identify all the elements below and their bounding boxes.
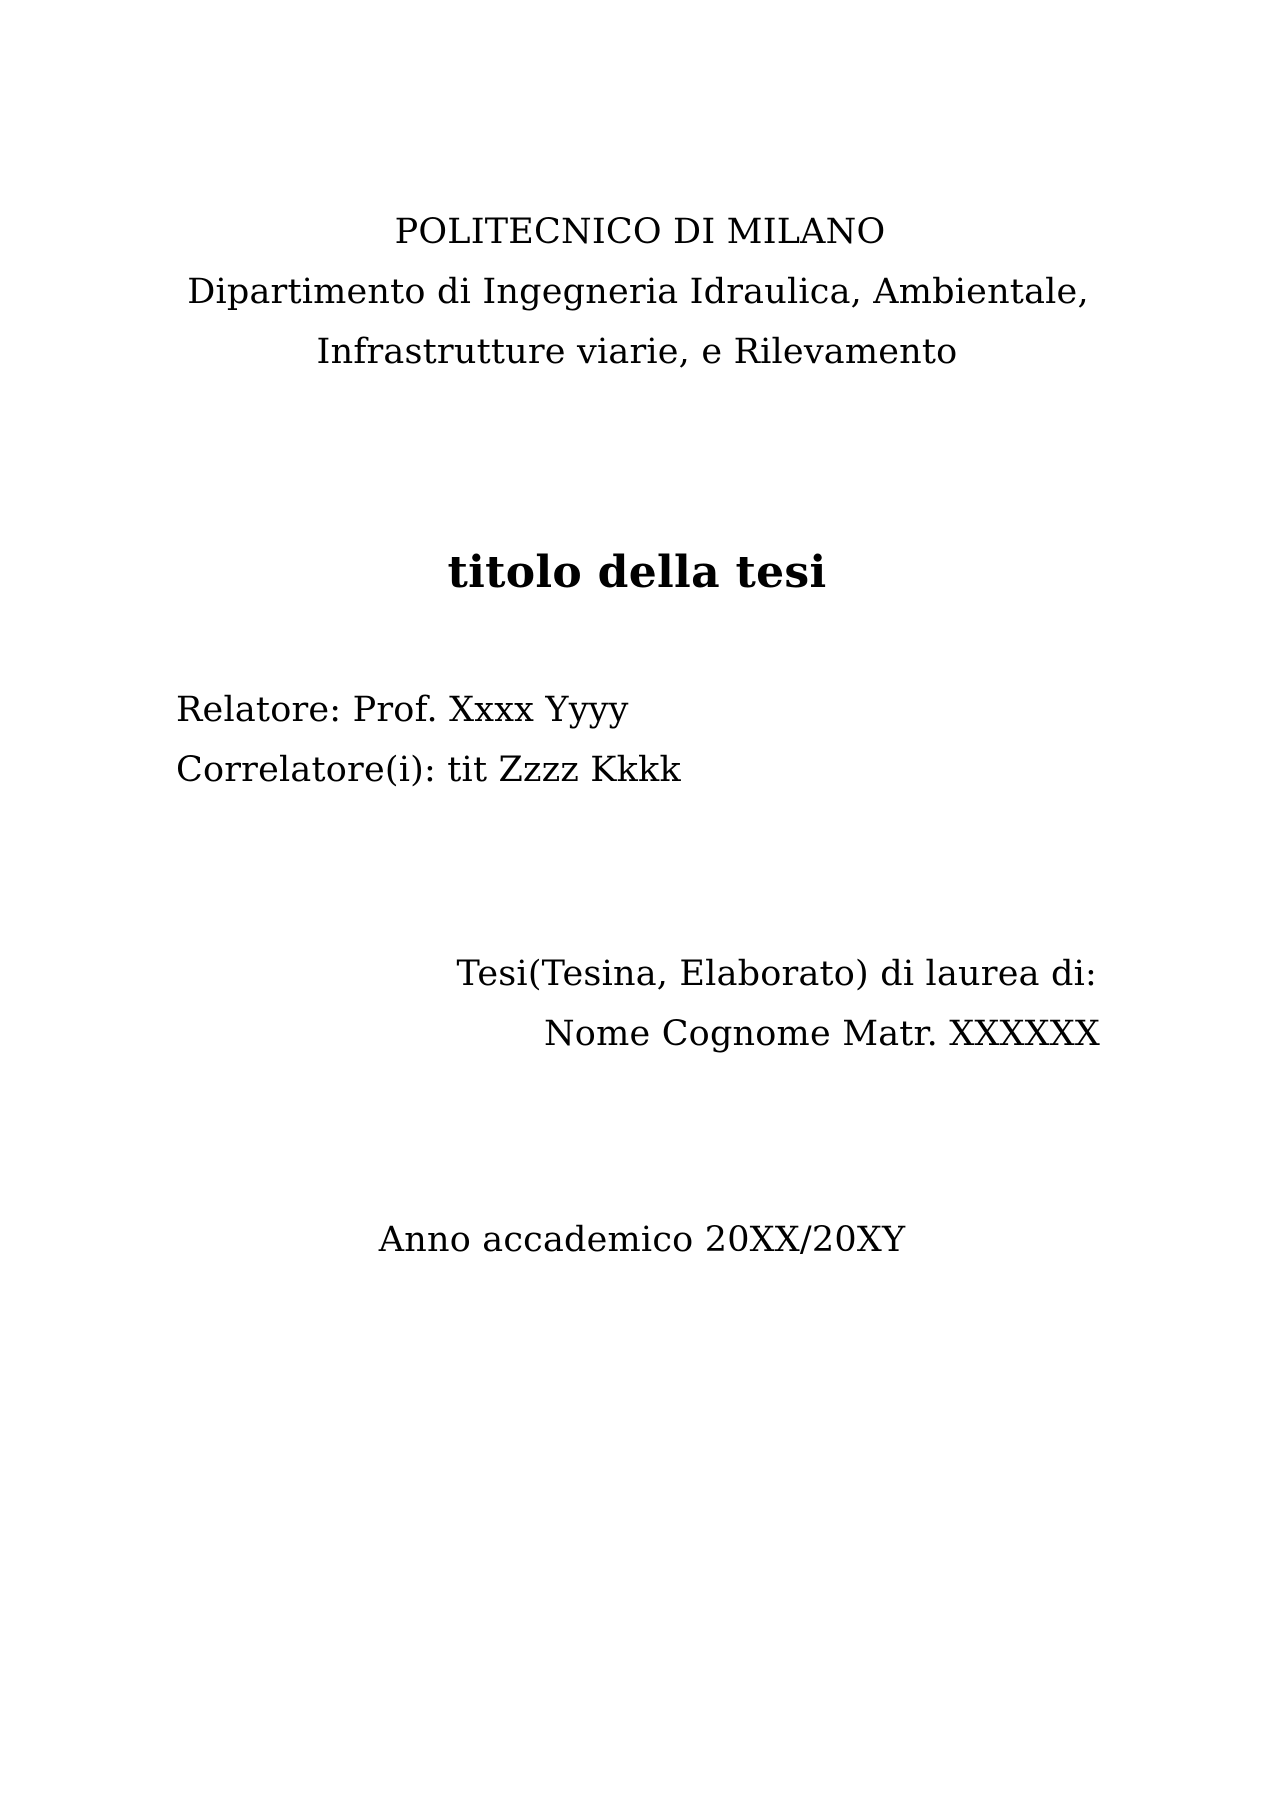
department-line-2: Infrastrutture viarie, e Rilevamento bbox=[316, 332, 958, 372]
candidate-name: Nome Cognome Matr. XXXXXX bbox=[543, 1014, 1100, 1054]
relatore-line: Relatore: Prof. Xxxx Yyyy bbox=[176, 690, 629, 730]
candidate-label: Tesi(Tesina, Elaborato) di laurea di: bbox=[456, 954, 1097, 994]
correlatore-line: Correlatore(i): tit Zzzz Kkkk bbox=[176, 750, 681, 790]
institution-name: POLITECNICO DI MILANO bbox=[394, 212, 886, 252]
thesis-title: titolo della tesi bbox=[447, 547, 827, 598]
department-line-1: Dipartimento di Ingegneria Idraulica, Ambientale, bbox=[187, 272, 1089, 312]
academic-year: Anno accademico 20XX/20XY bbox=[378, 1220, 906, 1260]
